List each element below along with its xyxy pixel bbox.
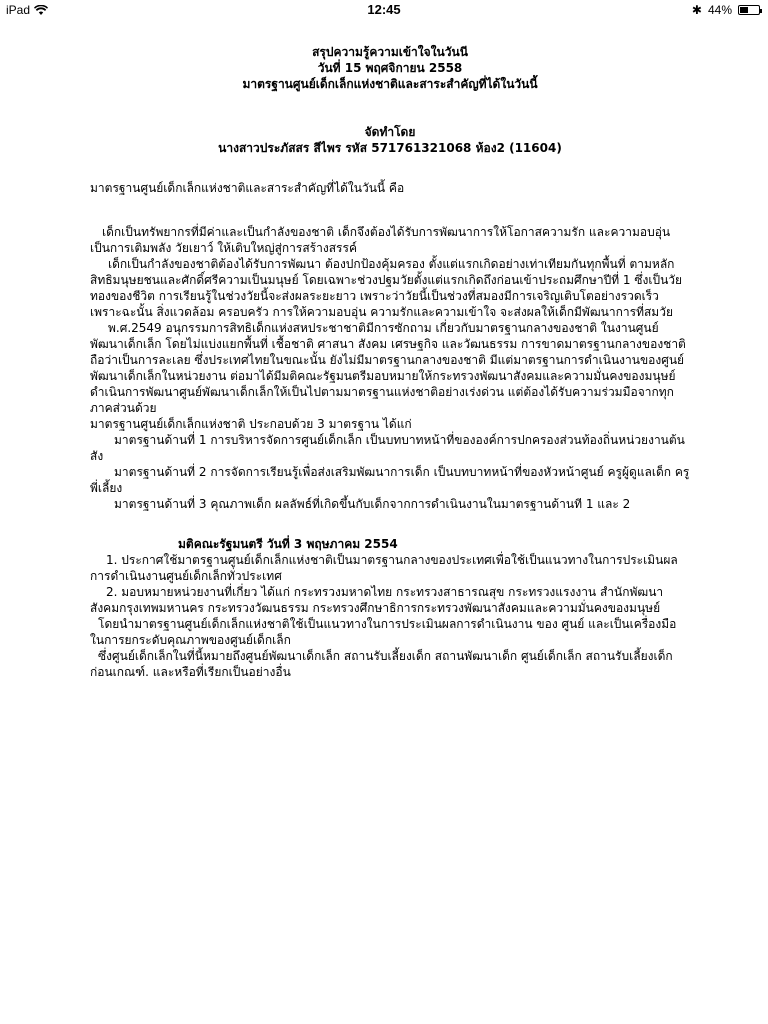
intro-line: มาตรฐานศูนย์เด็กเล็กแห่งชาติและสาระสำคัญที่ได้ในวันนี้ คือ xyxy=(90,181,405,195)
title-line-3: มาตรฐานศูนย์เด็กเล็กแห่งชาติและสาระสำคัญที่ได้ในวันนี้ xyxy=(242,77,538,91)
bluetooth-icon: ✱ xyxy=(691,3,702,17)
battery-percent: 44% xyxy=(707,3,732,17)
standard-3: มาตรฐานด้านที่ 3 คุณภาพเด็ก ผลลัพธ์ที่เกิดขึ้นกับเด็กจากการดำเนินงานในมาตรฐานด้านที 1 และ 2 xyxy=(114,497,631,511)
title-line-1: สรุปความรู้ความเข้าใจในวันนี xyxy=(312,45,468,59)
clock: 12:45 xyxy=(367,2,401,17)
closing-2: ซึ่งศูนย์เด็กเล็กในที่นี้หมายถึงศูนย์พัฒนาเด็กเล็ก สถานรับเลี้ยงเด็ก สถานพัฒนาเด็ก ศูนย์เด็กเล็ก สถานรับเลี้ยงเด็กก่อนเกณฑ์. และหรือที่เรียกเป็นอย่างอื่น xyxy=(90,649,673,679)
battery-fill xyxy=(740,7,748,13)
closing-1: โดยนำมาตรฐานศูนย์เด็กเล็กแห่งชาติใช้เป็นแนวทางในการประเมินผลการดำเนินงาน ของ ศูนย์ และเป็นเครื่องมือในการยกระดับคุณภาพของศูนย์เด็กเล็ก xyxy=(90,617,677,647)
document-page xyxy=(90,40,690,680)
status-right xyxy=(692,3,760,17)
standards-intro: มาตรฐานศูนย์เด็กเล็กแห่งชาติ ประกอบด้วย 3 มาตรฐาน ได้แก่ xyxy=(90,417,412,431)
title-line-2: วันที่ 15 พฤศจิกายน 2558 xyxy=(317,61,463,75)
prepared-by: จัดทำโดย xyxy=(364,125,416,139)
cabinet-item-1: 1. ประกาศใช้มาตรฐานศูนย์เด็กเล็กแห่งชาติเป็นมาตรฐานกลางของประเทศเพื่อใช้เป็นแนวทางในการประเมินผลการดำเนินงานศูนย์เด็กเล็กทั่วประเทศ xyxy=(90,553,678,583)
paragraph-3: พ.ศ.2549 อนุกรรมการสิทธิเด็กแห่งสหประชาชาติมีการซักถาม เกี่ยวกับมาตรฐานกลางของชาติ ในงานศูนย์พัฒนาเด็กเล็ก โดยไม่แบ่งแยกพื้นที่ เชื้อชาติ ศาสนา สังคม เศรษฐกิจ และวัฒนธรรม การขาดมาตรฐานกลางของชาติถือว่าเป็นการละเลย ซึ่งประเทศไทยในขณะนั้น ยังไม่มีมาตรฐานกลางของชาติ มีแต่มาตรฐานการดำเนินงานของศูนย์พัฒนาเด็กเล็กในหน่วยงาน ต่อมาได้มีมติคณะรัฐมนตรีมอบหมายให้กระทรวงพัฒนาสังคมและความมั่นคงของมนุษย์ ดำเนินการพัฒนาศูนย์พัฒนาเด็กเล็กให้เป็นไปตามมาตรฐานแห่งชาติอย่างเร่งด่วน แต่ต้องได้รับความร่วมมือจากทุกภาคส่วนด้วย xyxy=(90,321,686,415)
doc-title xyxy=(90,44,690,92)
standard-2: มาตรฐานด้านที่ 2 การจัดการเรียนรู้เพื่อส่งเสริมพัฒนาการเด็ก เป็นบทบาทหน้าที่ของหัวหน้าศูนย์ ครูผู้ดูแลเด็ก ครูพี่เลี้ยง xyxy=(90,465,690,495)
paragraph-1: เด็กเป็นทรัพยากรที่มีค่าและเป็นกำลังของชาติ เด็กจึงต้องได้รับการพัฒนาการให้โอกาสความรัก และความอบอุ่น เป็นการเติมพลัง วัยเยาว์ ให้เติบใหญ่สู่การสร้างสรรค์ xyxy=(90,225,671,255)
battery-icon xyxy=(738,5,760,15)
author-line: นางสาวประภัสสร สีไพร รหัส 571761321068 ห้อง2 (11604) xyxy=(218,141,562,155)
paragraph-2: เด็กเป็นกำลังของชาติต้องได้รับการพัฒนา ต้องปกป้องคุ้มครอง ตั้งแต่แรกเกิดอย่างเท่าเทียมกันทุกพื้นที่ ตามหลักสิทธิมนุษยชนและศักดิ์ศรีความเป็นมนุษย์ โดยเฉพาะช่วงปฐมวัยตั้งแต่แรกเกิดถึงก่อนเข้าประถมศึกษาปีที่ 1 ซึ่งเป็นวัยทองของชีวิต การเรียนรู้ในช่วงวัยนี้จะส่งผลระยะยาว เพราะว่าวัยนี้เป็นช่วงที่สมองมีการเจริญเติบโตอย่างรวดเร็ว เพราะฉะนั้น สิ่งแวดล้อม ครอบครัว การให้ความอบอุ่น ความรักและความเข้าใจ จะส่งผลให้เด็กมีพัฒนาการที่สมวัย xyxy=(90,257,683,319)
device-label: iPad xyxy=(6,3,31,17)
status-bar xyxy=(0,0,768,20)
cabinet-item-2: 2. มอบหมายหน่วยงานที่เกี่ยว ได้แก่ กระทรวงมหาดไทย กระทรวงสาธารณสุข กระทรวงแรงงาน สำนักพัฒนาสังคมกรุงเทพมหานคร กระทรวงวัฒนธรรม กระทรวงศึกษาธิการกระทรวงพัฒนาสังคมและความมั่นคงของมนุษย์ xyxy=(90,585,664,615)
standard-1: มาตรฐานด้านที่ 1 การบริหารจัดการศูนย์เด็กเล็ก เป็นบทบาทหน้าที่ขององค์การปกครองส่วนท้องถิ่นหน่วยงานต้นสัง xyxy=(90,433,685,463)
cabinet-heading: มติคณะรัฐมนตรี วันที่ 3 พฤษภาคม 2554 xyxy=(178,537,398,551)
